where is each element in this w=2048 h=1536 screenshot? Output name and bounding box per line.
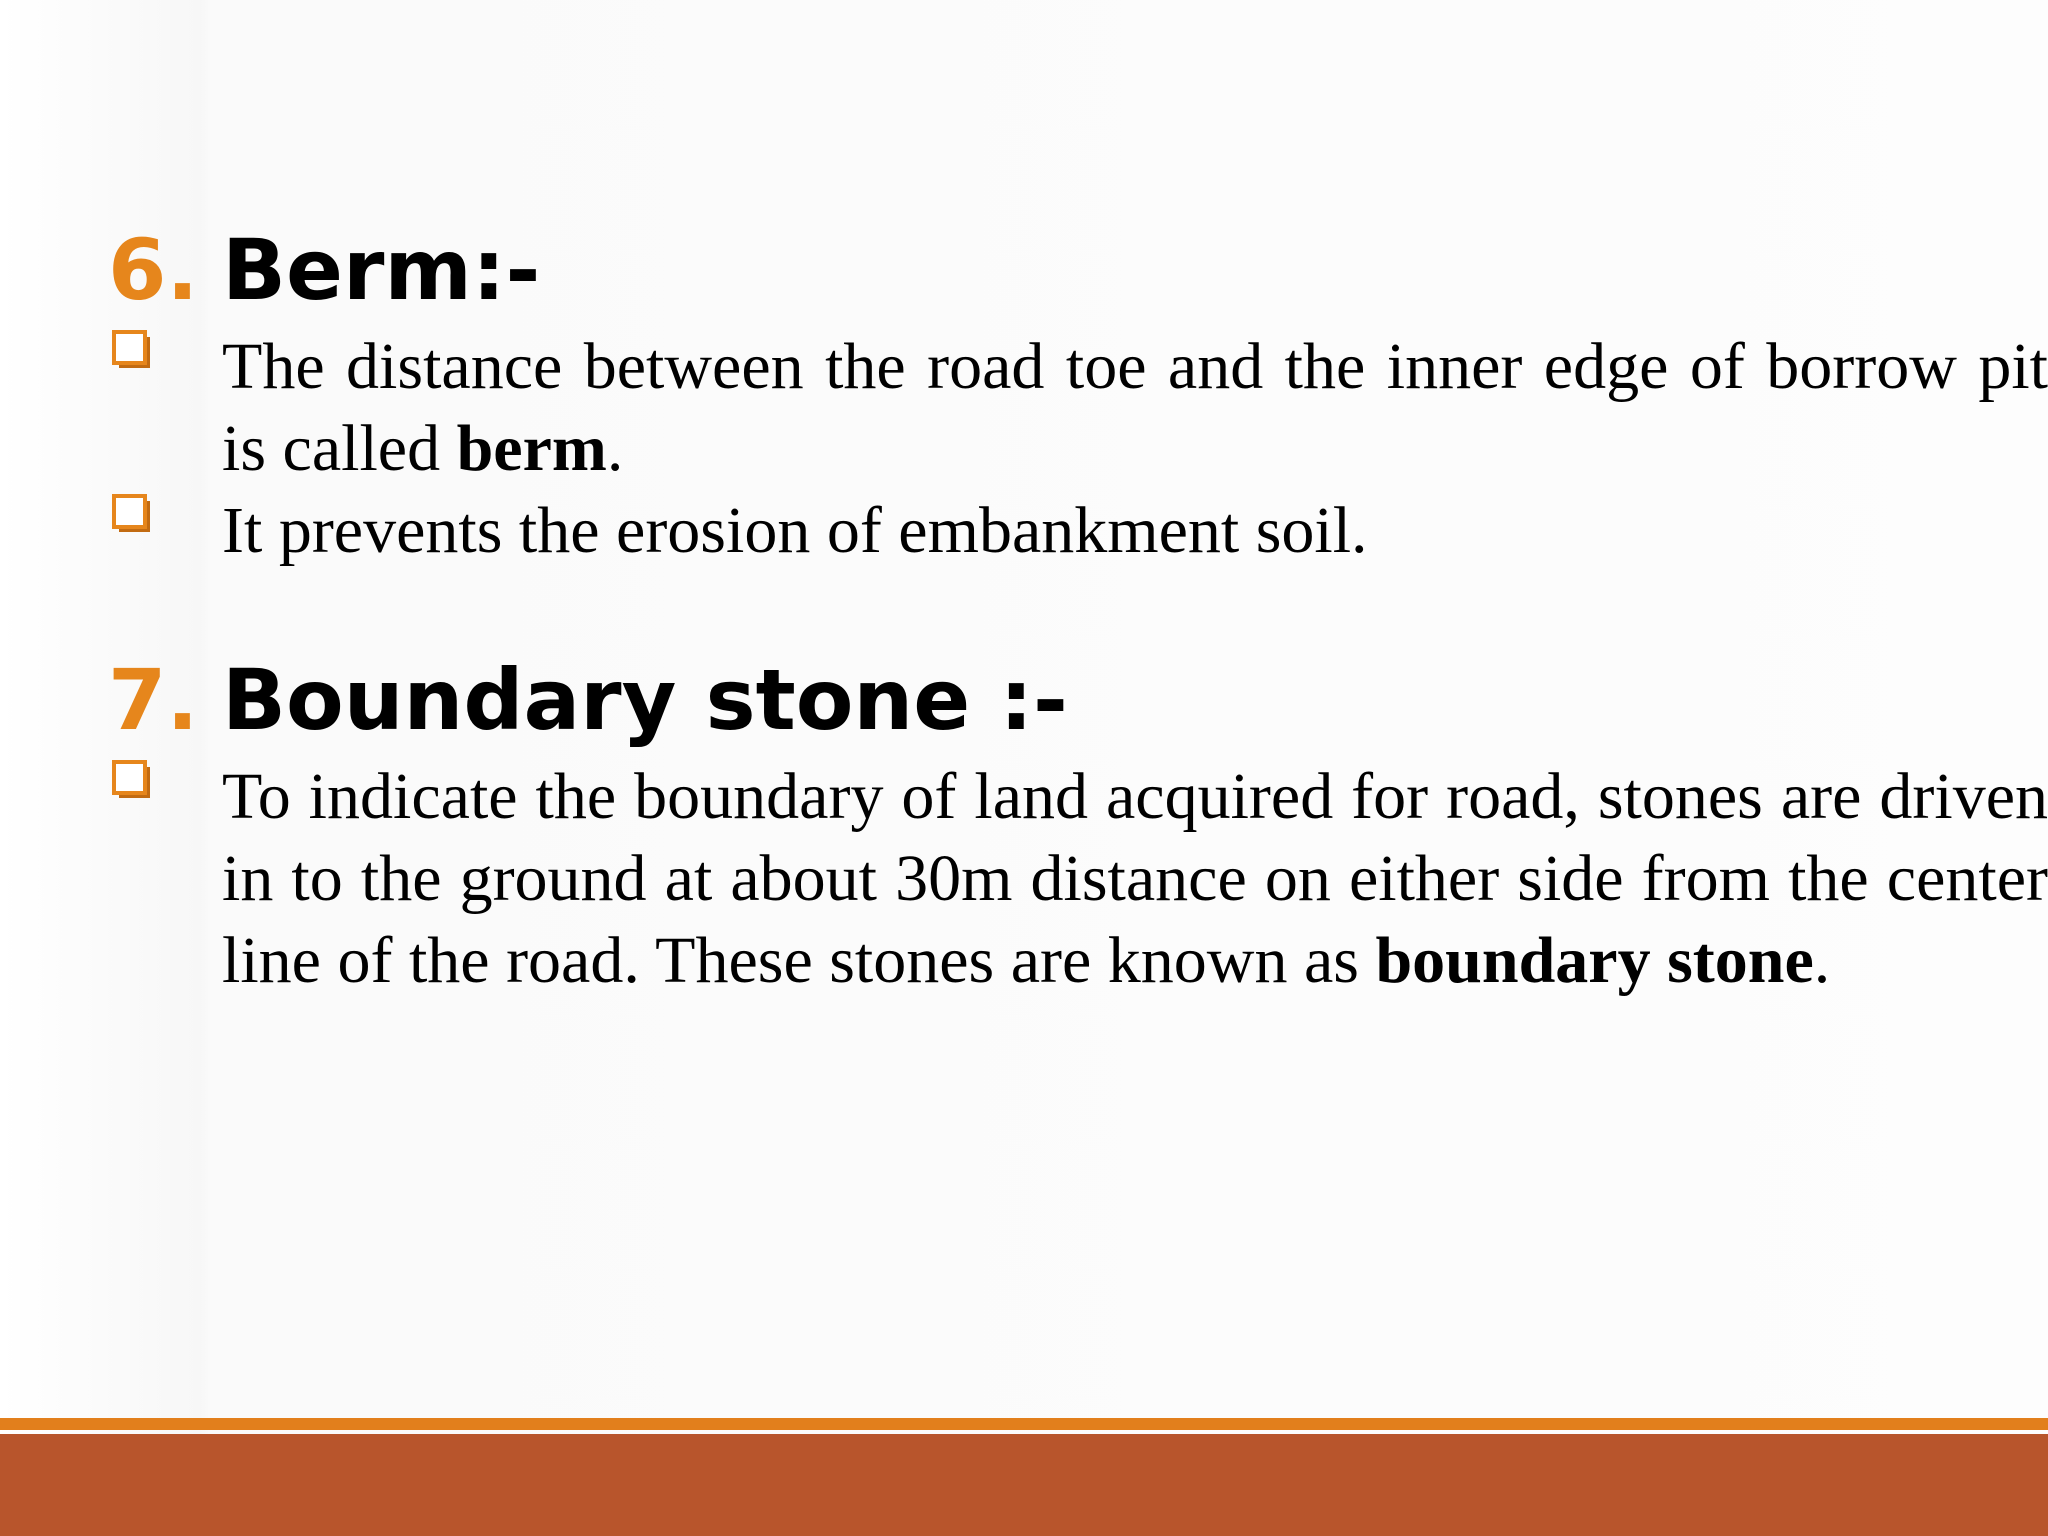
footer-band <box>0 1434 2048 1536</box>
bullet-text-end: . <box>1813 924 1831 997</box>
bullet-text-plain: The distance between the road toe and the inner edge of borrow pit is called <box>222 330 2048 485</box>
section-6-bullet-1-text <box>222 326 2048 490</box>
footer-accent-line <box>0 1418 2048 1430</box>
bullet-text-end: . <box>606 412 624 485</box>
section-6-number: 6. <box>108 221 199 319</box>
bullet-text-plain: It prevents the erosion of embankment soil. <box>222 494 1368 567</box>
bullet-text-bold: berm <box>456 412 607 485</box>
section-7-bullet-1-text <box>222 756 2048 1002</box>
section-7-number: 7. <box>108 651 199 749</box>
section-6-heading <box>108 220 540 320</box>
checkbox-square-icon <box>112 330 152 370</box>
bullet-text-plain: To indicate the boundary of land acquired for road, stones are driven in to the ground at about 30m distance on either side from the center line of the road. These stones are known as <box>222 760 2048 997</box>
section-6-bullet-2-text <box>222 490 2048 572</box>
bullet-text-bold: boundary stone <box>1375 924 1814 997</box>
section-7-title: Boundary stone :- <box>222 651 1068 749</box>
section-6-title: Berm:- <box>222 221 541 319</box>
section-7-heading <box>108 650 1068 750</box>
checkbox-square-icon <box>112 494 152 534</box>
checkbox-square-icon <box>112 760 152 800</box>
